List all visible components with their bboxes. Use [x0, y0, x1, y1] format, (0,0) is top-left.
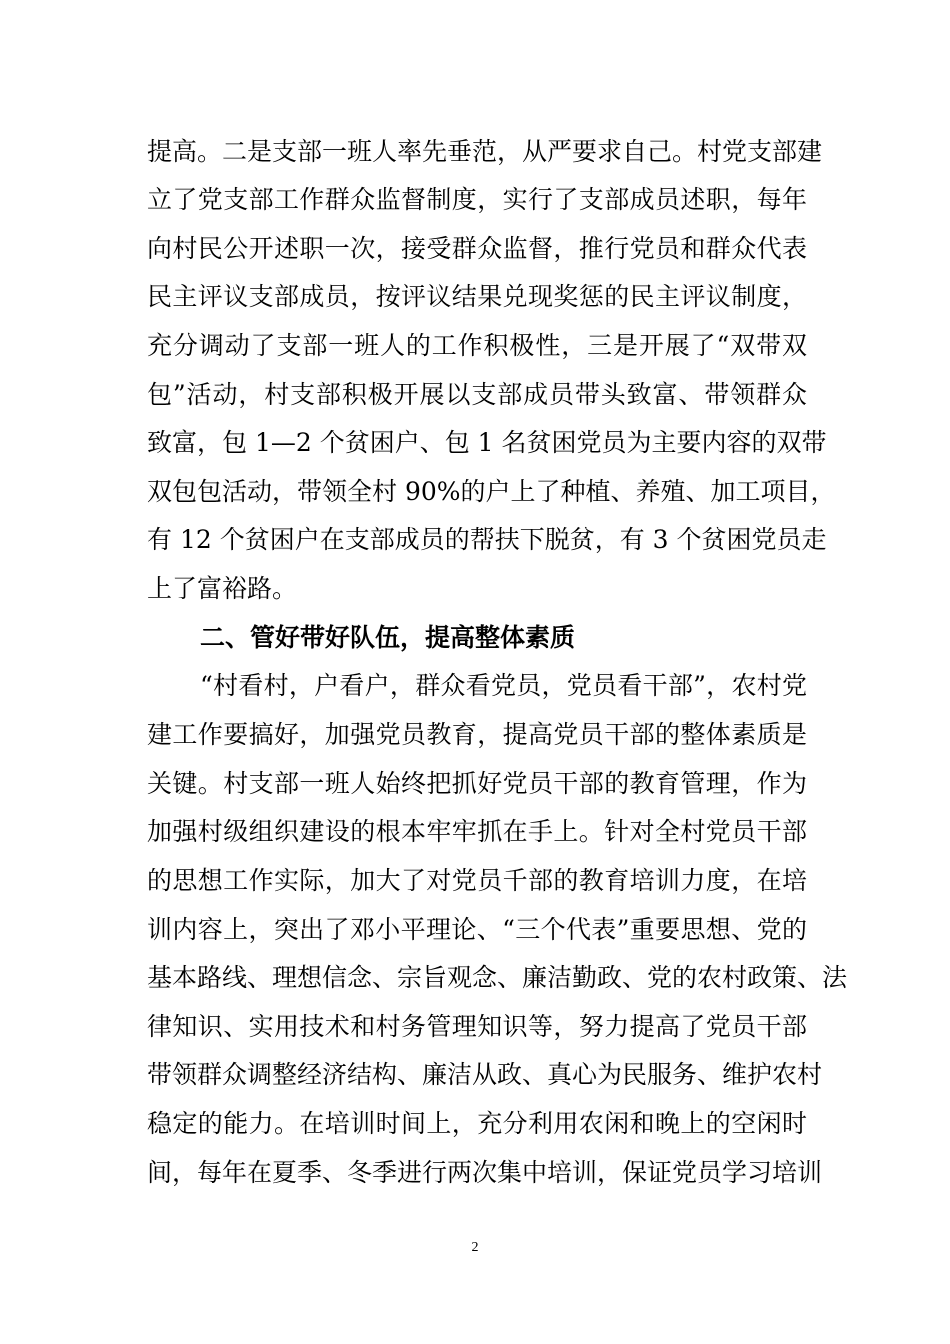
text-line: 建工作要搞好，加强党员教育，提高党员干部的整体素质是 — [147, 720, 807, 749]
text-line: 双包包活动，带领全村 90%的户上了种植、养殖、加工项目， — [147, 477, 836, 506]
text-line: 关键。村支部一班人始终把抓好党员干部的教育管理，作为 — [147, 769, 807, 798]
text-line: 的思想工作实际，加大了对党员千部的教育培训力度，在培 — [147, 866, 807, 895]
text-line: 稳定的能力。在培训时间上，充分利用农闲和晚上的空闲时 — [147, 1109, 807, 1138]
text-line: 民主评议支部成员，按评议结果兑现奖惩的民主评议制度， — [147, 282, 807, 311]
text-line: 立了党支部工作群众监督制度，实行了支部成员述职，每年 — [147, 185, 807, 214]
text-line: 带领群众调整经济结构、廉洁从政、真心为民服务、维护农村 — [147, 1060, 823, 1089]
page-number: 2 — [471, 1240, 479, 1255]
text-line: 包”活动，村支部积极开展以支部成员带头致富、带领群众 — [147, 380, 807, 409]
text-line: 训内容上，突出了邓小平理论、“三个代表”重要思想、党的 — [147, 915, 807, 944]
text-line: 基本路线、理想信念、宗旨观念、廉洁勤政、党的农村政策、法 — [147, 963, 848, 992]
text-line: 加强村级组织建设的根本牢牢抓在手上。针对全村党员干部 — [147, 817, 807, 846]
text-line: 致富，包 1—2 个贫困户、包 1 名贫困党员为主要内容的双带 — [147, 428, 827, 457]
text-line: 有 12 个贫困户在支部成员的帮扶下脱贫，有 3 个贫困党员走 — [147, 525, 827, 554]
text-line: 间，每年在夏季、冬季进行两次集中培训，保证党员学习培训 — [147, 1158, 823, 1187]
text-line: 律知识、实用技术和村务管理知识等，努力提高了党员干部 — [147, 1012, 807, 1041]
text-line: 提高。二是支部一班人率先垂范，从严要求自己。村党支部建 — [147, 137, 823, 166]
section-heading: 二、管好带好队伍，提高整体素质 — [200, 623, 576, 652]
text-line: 充分调动了支部一班人的工作积极性，三是开展了“双带双 — [147, 331, 807, 360]
text-line: 向村民公开述职一次，接受群众监督，推行党员和群众代表 — [147, 234, 807, 263]
text-line: “村看村，户看户，群众看党员，党员看干部”，农村党 — [200, 671, 807, 700]
text-line: 上了富裕路。 — [147, 574, 298, 603]
